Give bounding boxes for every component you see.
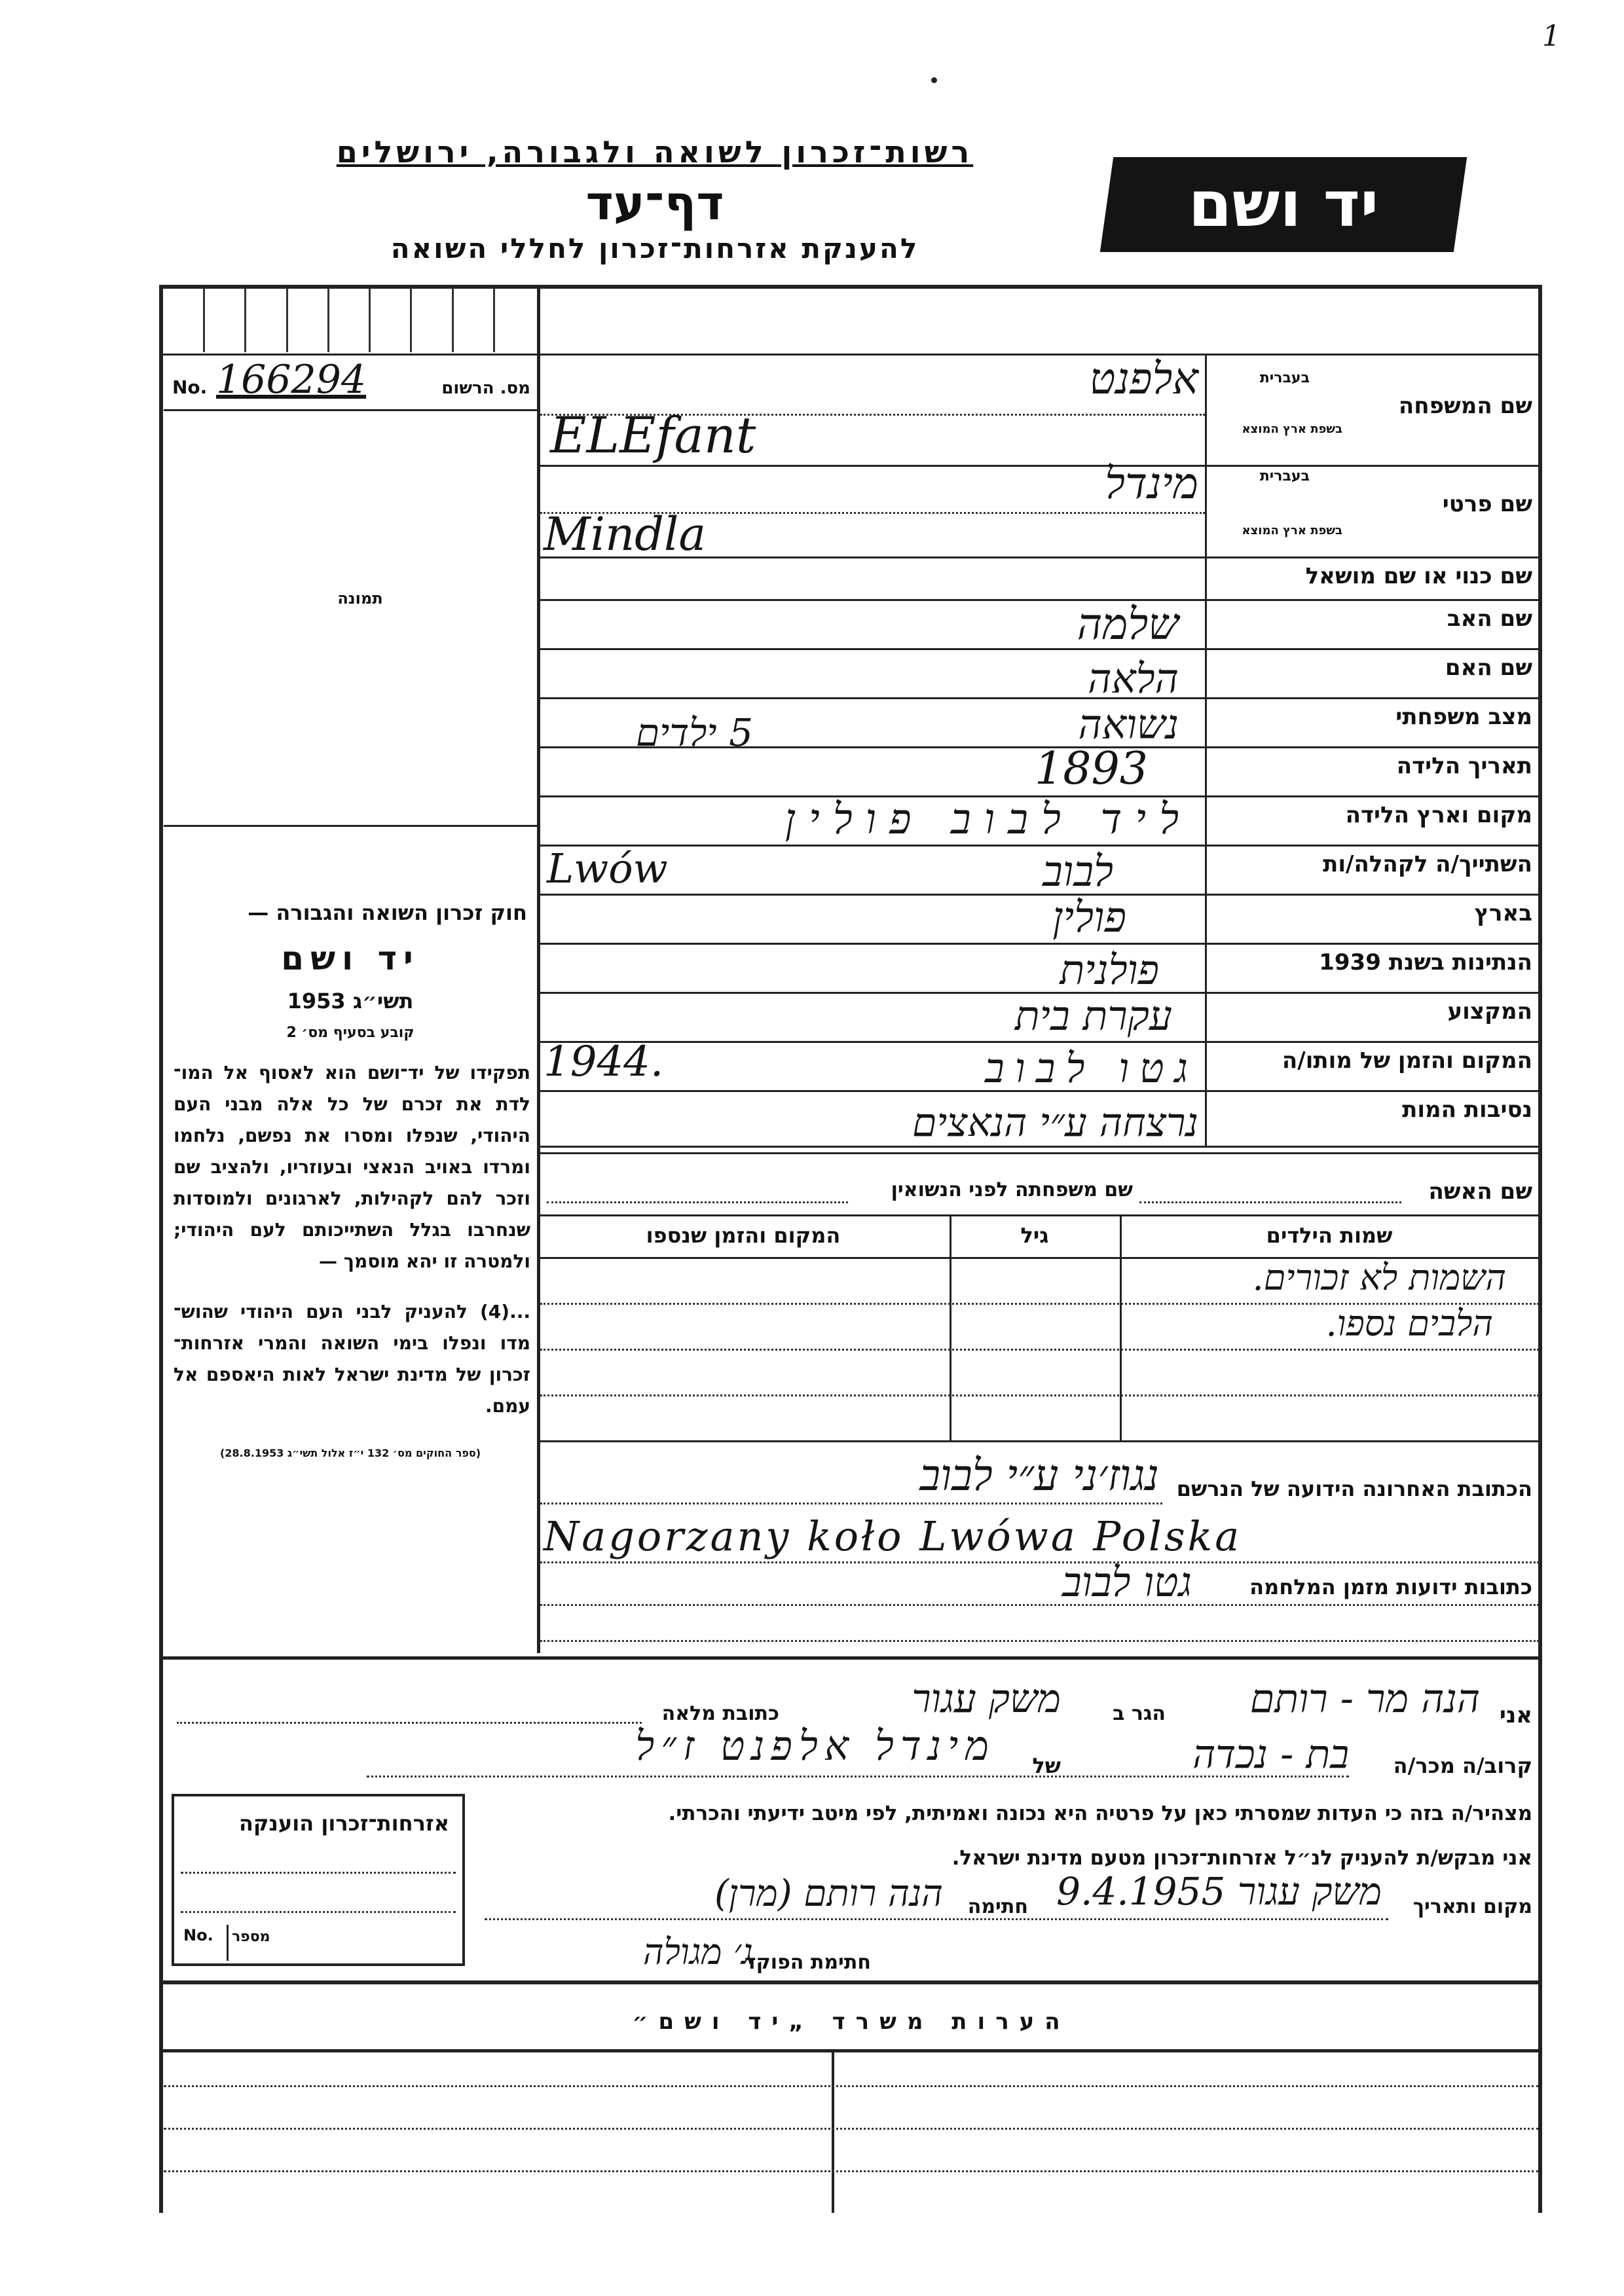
wife-bottom-line	[540, 1214, 1539, 1216]
community-label: השתייך/ה לקהלה/ות	[1323, 851, 1532, 877]
birth-date-label: תאריך הלידה	[1396, 753, 1532, 779]
label-divider	[1205, 354, 1207, 1146]
father-value: שלמה	[1077, 599, 1179, 649]
strip-bottom-line	[159, 354, 1541, 355]
citizenship-box-divider	[227, 1925, 462, 1961]
maiden-label: שם משפחתה לפני הנשואין	[891, 1178, 1133, 1201]
law-citation: (ספר החוקים מס׳ 132 י״ז אלול תשי״ג 28.8.1953)	[219, 1447, 481, 1459]
last-address-line-1	[540, 1503, 1162, 1504]
children-header-names: שמות הילדים	[1266, 1223, 1393, 1248]
citizenship-box-no: No.	[183, 1926, 213, 1944]
place-date-label: מקום ותאריך	[1412, 1895, 1532, 1918]
place-date-value: משק עגור 9.4.1955	[1056, 1869, 1382, 1914]
citizenship-box-number-label: מספר	[232, 1929, 270, 1945]
relation-value: בת - נכדה	[1192, 1732, 1349, 1777]
notes-top-line	[159, 1980, 1541, 1984]
first-line	[540, 556, 1539, 558]
maiden-line	[547, 1201, 848, 1203]
mother-label: שם האם	[1445, 655, 1532, 681]
frame-right	[1538, 285, 1542, 1980]
child-row-1: השמות לא זכורים.	[1252, 1257, 1506, 1298]
law-paragraph-2: ...(4) להעניק לבני העם היהודי שהוש־ מדו ונפלו בימי השואה והמרי אזרחות־ זכרון של מדינת ישראל לאות היאספם אל עמם.	[174, 1301, 530, 1417]
child-row-2: הלבים נספו.	[1325, 1303, 1493, 1344]
law-clause-ref: קובע בסעיף מס׳ 2	[286, 1025, 415, 1041]
children-header-place: המקום והזמן שנספו	[646, 1223, 841, 1248]
family-name-hebrew-value: אלפנט	[1089, 354, 1198, 404]
citizenship-box-title: אזרחות־זכרון הוענקה	[238, 1811, 449, 1836]
notes-line-3	[164, 2170, 1539, 2172]
declaration-text: מצהיר/ה בזה כי העדות שמסרתי כאן על פרטיה היא נכונה ואמיתית, לפי מיטב ידיעתי והכרתי.	[668, 1802, 1532, 1825]
punch-dot	[931, 77, 937, 83]
first-origin-tag: בשפת ארץ המוצא	[1242, 524, 1342, 538]
birth-place-label: מקום וארץ הלידה	[1345, 802, 1532, 828]
marital-value: נשואה	[1078, 701, 1179, 748]
first-hebrew-tag: בעברית	[1259, 468, 1310, 484]
double-line	[540, 1152, 1539, 1154]
official-signature-value: ג׳ מגולה	[642, 1931, 753, 1973]
family-name-origin-value: ELEfant	[550, 406, 756, 464]
citizenship-granted-box	[172, 1794, 465, 1966]
signature-value: הנה רותם (מרן)	[714, 1872, 943, 1915]
wartime-address-value: גטו לבוב	[1061, 1558, 1192, 1606]
first-name-hebrew-value: מינדל	[1105, 458, 1198, 509]
wife-line	[1139, 1201, 1401, 1203]
citizenship-box-line-1	[181, 1872, 456, 1874]
children-header-age: גיל	[1020, 1223, 1049, 1248]
notes-line-1	[164, 2085, 1539, 2087]
country-label: בארץ	[1474, 900, 1532, 926]
declarant-name: הנה מר - רותם	[1249, 1676, 1480, 1722]
of-label: של	[1032, 1753, 1061, 1778]
wartime-line-1	[540, 1604, 1539, 1606]
law-heading: חוק זכרון השואה והגבורה —	[248, 900, 527, 925]
death-circumstances-value: נרצחה ע״י הנאצים	[912, 1100, 1198, 1146]
children-col-divider-1	[1120, 1214, 1122, 1440]
country-value: פולין	[1052, 894, 1126, 942]
citizenship-box-line-2	[181, 1911, 456, 1913]
yad-vashem-logo: יד ושם	[1100, 157, 1467, 252]
full-address-label: כתובת מלאה	[661, 1702, 779, 1725]
registration-label: מס. הרשום	[441, 378, 530, 398]
form-subtitle: להענקת אזרחות־זכרון לחללי השואה	[390, 232, 919, 264]
death-value: גטו לבוב	[984, 1044, 1198, 1092]
last-address-label: הכתובת האחרונה הידועה של הנרשם	[1176, 1476, 1532, 1501]
death-circumstances-line	[540, 1146, 1539, 1148]
death-label: המקום והזמן של מותו/ה	[1282, 1048, 1532, 1074]
last-address-hebrew: נגוז׳ני ע״י לבוב	[919, 1450, 1159, 1501]
citizenship-value: פולנית	[1060, 946, 1159, 994]
office-notes-title: הערות משרד „יד ושם״	[632, 2009, 1071, 2035]
family-hebrew-tag: בעברית	[1259, 370, 1310, 386]
photo-bottom-line	[164, 825, 537, 827]
first-name-label: שם פרטי	[1442, 491, 1532, 517]
occupation-value: עקרת בית	[1014, 992, 1172, 1040]
authority-title: רשות־זכרון לשואה ולגבורה, ירושלים	[336, 134, 974, 170]
relation-line	[367, 1776, 1349, 1777]
marital-label: מצב משפחתי	[1395, 704, 1532, 730]
official-signature-label: חתימת הפוקד	[745, 1951, 871, 1974]
address-bottom-line	[159, 1656, 1541, 1660]
family-name-label: שם המשפחה	[1398, 393, 1532, 419]
death-line	[540, 1090, 1539, 1092]
form-title: דף־עד	[585, 175, 724, 230]
children-bottom-line	[540, 1440, 1539, 1442]
family-origin-tag: בשפת ארץ המוצא	[1242, 422, 1342, 436]
mother-value: הלאה	[1088, 655, 1179, 702]
of-value: מינדל אלפנט ז״ל	[635, 1722, 995, 1770]
code-cells	[164, 288, 534, 352]
notes-line-2	[164, 2128, 1539, 2130]
declarant-resident-label: הגר ב	[1113, 1702, 1166, 1725]
death-year: 1944.	[544, 1038, 664, 1086]
birth-place-line	[540, 845, 1539, 847]
law-paragraph-1: תפקידו של יד־ושם הוא לאסוף אל המו־ לדת את זכרם של כל אלה מבני העם היהודי, שנפלו ומסרו את נפשם, נלחמו ומרדו באויב הנאצי ובעוזריו, ולהציב שם וזכר להם לקהילות, לארגונים ולמוסדות שנחרבו בגלל השתייכותם לעם היהודי; ולמטרה זו יהא מוסמך —	[174, 1062, 530, 1272]
citizenship-label: הנתינות בשנת 1939	[1319, 949, 1532, 975]
wartime-address-label: כתובות ידועות מזמן המלחמה	[1249, 1575, 1532, 1599]
declarant-i-label: אני	[1499, 1702, 1532, 1728]
nickname-label: שם כנוי או שם מושאל	[1305, 563, 1532, 589]
death-circumstances-label: נסיבות המות	[1402, 1097, 1532, 1123]
photo-label: תמונה	[337, 589, 383, 608]
request-text: אני מבקש/ת להעניק לנ״ל אזרחות־זכרון מטעם מדינת ישראל.	[951, 1846, 1532, 1870]
registration-number: 166294	[216, 357, 367, 403]
law-name: יד ושם	[281, 939, 420, 977]
birth-place-value: ליד לבוב פולין	[784, 795, 1192, 844]
children-col-divider-2	[950, 1214, 951, 1440]
birth-date-value: 1893	[1035, 743, 1149, 795]
community-latin-value: Lwów	[547, 845, 668, 892]
marital-extra: 5 ילדים	[635, 710, 753, 755]
law-year: תשי״ג 1953	[287, 989, 414, 1013]
occupation-label: המקצוע	[1447, 998, 1532, 1025]
declarant-resident-value: משק עגור	[912, 1676, 1061, 1722]
relation-label: קרוב/ה מכר/ה	[1393, 1753, 1532, 1778]
children-row-line-3	[540, 1394, 1539, 1396]
notes-frame-right	[1538, 1980, 1542, 2213]
wife-label: שם האשה	[1428, 1178, 1532, 1205]
notes-frame-left	[159, 1980, 163, 2213]
notes-header-line	[159, 2049, 1541, 2052]
registration-no-prefix: No.	[172, 376, 208, 398]
father-line	[540, 648, 1539, 650]
page-number: 1	[1542, 20, 1560, 53]
reg-line	[164, 409, 537, 411]
column-divider	[537, 285, 540, 1653]
frame-left	[159, 285, 163, 1980]
community-value: לבוב	[1043, 848, 1113, 896]
country-line	[540, 943, 1539, 945]
occupation-line	[540, 1041, 1539, 1043]
notes-divider	[832, 2049, 834, 2213]
children-row-line-2	[540, 1349, 1539, 1351]
signature-label: חתימה	[967, 1895, 1028, 1918]
mother-line	[540, 697, 1539, 699]
signature-line	[485, 1918, 1388, 1920]
last-address-latin: Nagorzany koło Lwówa Polska	[544, 1512, 1242, 1560]
wartime-line-2	[540, 1640, 1539, 1642]
father-label: שם האב	[1447, 606, 1532, 632]
first-name-origin-value: Mindla	[544, 507, 707, 561]
